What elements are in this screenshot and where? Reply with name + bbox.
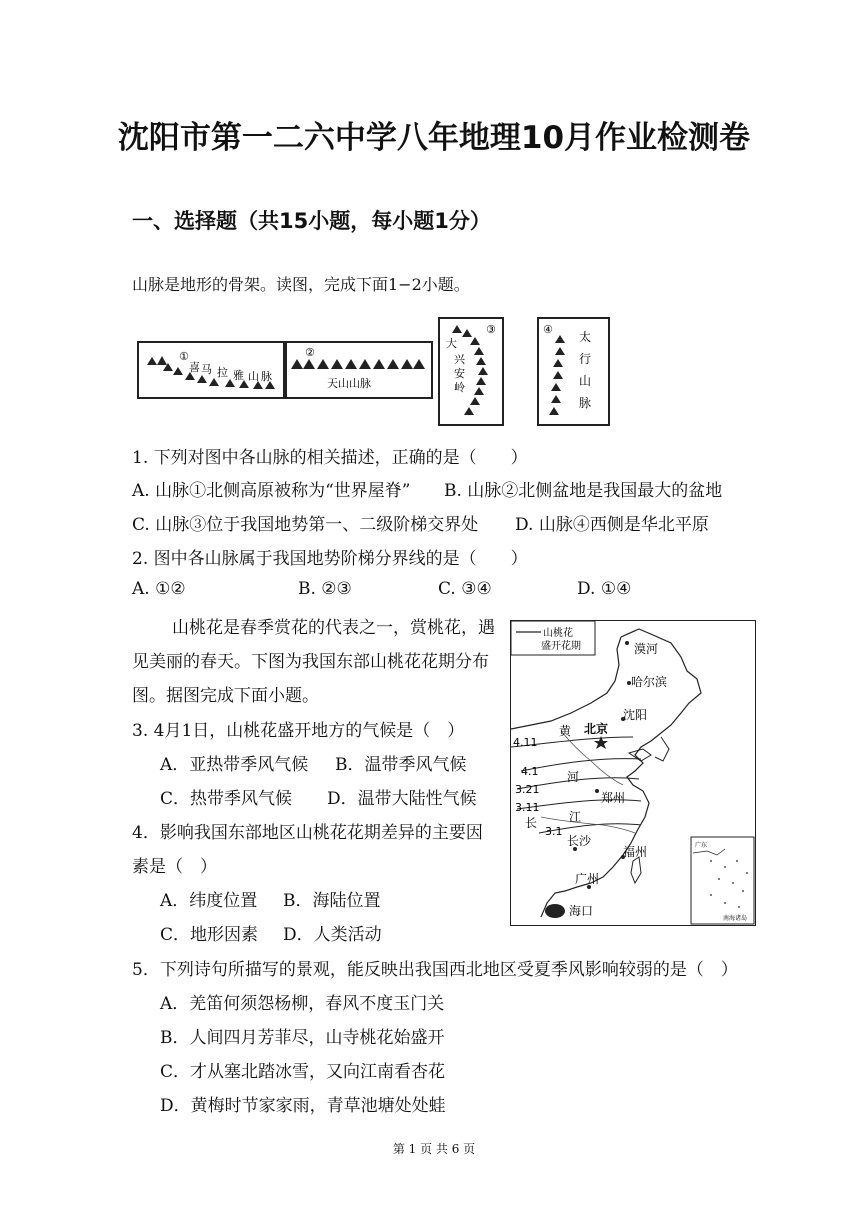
intro-3-4-line3: 图。据图完成下面小题。 (132, 686, 319, 706)
svg-text:喜: 喜 (189, 361, 200, 374)
q5-stem: 5．下列诗句所描写的景观，能反映出我国西北地区受夏季风影响较弱的是（ ） (132, 960, 738, 980)
q4-option-b: B．海陆位置 (283, 891, 381, 911)
date-label-4-11: 4.11 (513, 736, 538, 749)
box3-number: ③ (486, 323, 496, 336)
svg-text:行: 行 (579, 352, 592, 366)
mountain-figure-tianshan (285, 341, 433, 399)
svg-text:兴: 兴 (454, 353, 465, 366)
river-label-chang: 长 (525, 816, 538, 830)
section-heading: 一、选择题（共15小题，每小题1分） (132, 209, 491, 233)
city-mohe: 漠河 (634, 642, 659, 656)
q4-option-c: C．地形因素 (160, 925, 259, 945)
inset-bottom-label: 南海诸岛 (723, 915, 748, 922)
q3-option-a: A．亚热带季风气候 (160, 755, 309, 775)
legend-line2: 盛开花期 (541, 641, 581, 652)
q1-option-c: C. 山脉③位于我国地势第一、二级阶梯交界处 (132, 515, 479, 535)
exam-title: 沈阳市第一二六中学八年地理10月作业检测卷 (117, 120, 751, 156)
city-guangzhou: 广州 (575, 872, 600, 886)
date-label-3-1: 3.1 (545, 825, 563, 838)
svg-text:太: 太 (579, 330, 592, 344)
mountain-figure-daxinganling (438, 317, 504, 426)
inset-top-label: 广东 (695, 842, 708, 849)
city-harbin: 哈尔滨 (631, 675, 668, 689)
river-label-huang: 黄 (559, 724, 572, 738)
q2-stem: 2. 图中各山脉属于我国地势阶梯分界线的是（ ） (132, 549, 528, 569)
svg-text:安: 安 (454, 367, 465, 380)
mountain-figure-taihang (537, 317, 610, 426)
china-east-outline (511, 629, 701, 917)
page-footer: 第 1 页 共 6 页 (392, 1142, 476, 1156)
svg-text:山: 山 (579, 374, 592, 388)
city-zhengzhou: 郑州 (601, 791, 626, 805)
east-china-map-svg (511, 621, 755, 925)
svg-text:脉: 脉 (579, 396, 592, 410)
river-label-jiang: 江 (569, 810, 582, 824)
peach-blossom-map (510, 620, 756, 926)
q4-option-a: A．纬度位置 (160, 891, 258, 911)
q3-option-c: C．热带季风气候 (160, 789, 293, 809)
date-label-3-21: 3.21 (515, 783, 540, 796)
river-label-he: 河 (567, 770, 580, 784)
himalaya-range-icon (139, 343, 283, 397)
q5-option-b: B．人间四月芳菲尽，山寺桃花始盛开 (160, 1028, 445, 1048)
q2-option-c: C. ③④ (438, 579, 492, 599)
city-shenyang: 沈阳 (623, 708, 648, 722)
svg-text:岭: 岭 (454, 381, 465, 394)
city-changsha: 长沙 (567, 834, 592, 848)
q4-stem-line1: 4．影响我国东部地区山桃花花期差异的主要因 (132, 823, 483, 843)
q5-option-d: D．黄梅时节家家雨，青草池塘处处蛙 (160, 1096, 446, 1116)
tianshan-range-icon (287, 343, 431, 397)
q1-option-a: A. 山脉①北侧高原被称为“世界屋脊” (132, 481, 411, 501)
q5-option-a: A．羌笛何须怨杨柳，春风不度玉门关 (160, 994, 445, 1014)
mountain-figure-himalaya (137, 341, 285, 399)
intro-questions-1-2: 山脉是地形的骨架。读图，完成下面1−2小题。 (132, 275, 470, 294)
box4-number: ④ (543, 323, 553, 336)
city-fuzhou: 福州 (623, 845, 648, 859)
q2-option-b: B. ②③ (298, 579, 352, 599)
svg-text:山: 山 (248, 370, 259, 383)
svg-text:雅: 雅 (233, 369, 244, 382)
q4-option-d: D．人类活动 (283, 925, 382, 945)
svg-text:大: 大 (446, 337, 457, 350)
south-china-sea-inset (691, 837, 754, 924)
q2-option-a: A. ①② (132, 579, 186, 599)
intro-3-4-line2: 见美丽的春天。下图为我国东部山桃花花期分布 (132, 652, 489, 672)
q4-stem-line2: 素是（ ） (132, 857, 217, 877)
daxinganling-range-icon (440, 319, 502, 424)
isoline-4-1 (521, 759, 641, 771)
box2-number: ② (305, 346, 315, 359)
q2-option-d: D. ①④ (577, 579, 632, 599)
box1-number: ① (179, 350, 189, 363)
date-label-4-1: 4.1 (521, 765, 539, 778)
q3-stem: 3. 4月1日，山桃花盛开地方的气候是（ ） (132, 721, 465, 741)
intro-3-4-line1: 山桃花是春季赏花的代表之一，赏桃花，遇 (172, 618, 495, 638)
svg-text:拉: 拉 (217, 366, 228, 379)
q1-option-b: B. 山脉②北侧盆地是我国最大的盆地 (444, 481, 723, 501)
q1-stem: 1. 下列对图中各山脉的相关描述，正确的是（ ） (132, 448, 528, 468)
city-haikou: 海口 (569, 904, 594, 918)
legend-line1: 山桃花 (543, 628, 573, 639)
svg-text:马: 马 (201, 363, 212, 376)
box2-name: 天山山脉 (327, 377, 371, 390)
svg-text:脉: 脉 (261, 370, 272, 383)
q5-option-c: C．才从塞北踏冰雪，又向江南看杏花 (160, 1062, 446, 1082)
taiwan-outline (631, 857, 641, 883)
hainan-island (545, 904, 565, 918)
q1-option-d: D. 山脉④西侧是华北平原 (515, 515, 709, 535)
date-label-3-11: 3.11 (515, 801, 540, 814)
q3-option-b: B．温带季风气候 (335, 755, 467, 775)
city-beijing: 北京 (584, 722, 609, 736)
q3-option-d: D．温带大陆性气候 (327, 789, 477, 809)
taihang-range-icon (539, 319, 608, 424)
